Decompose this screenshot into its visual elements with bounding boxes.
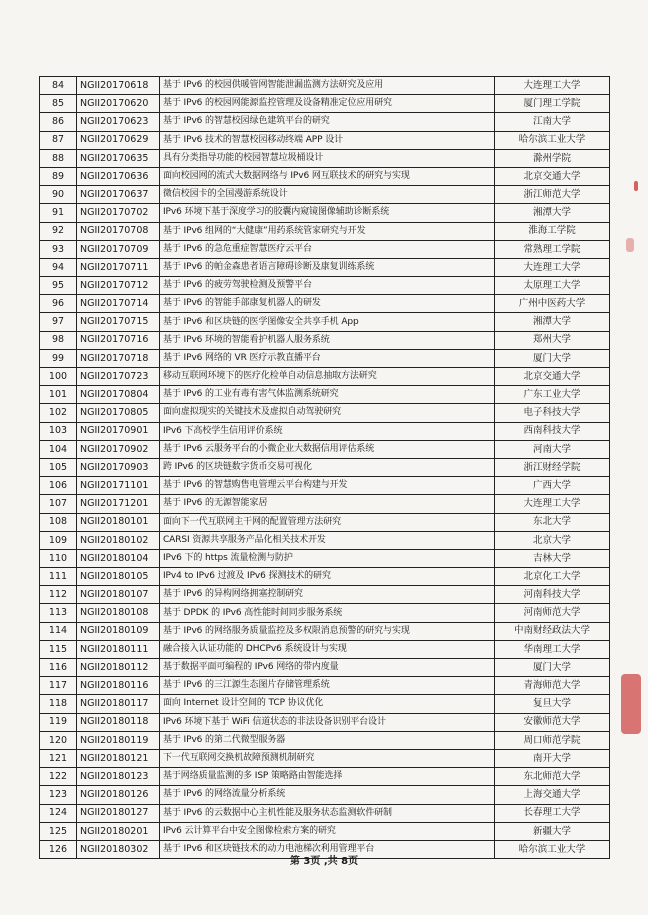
project-title-cell: 基于 IPv6 云服务平台的小微企业大数据信用评估系统 bbox=[160, 440, 495, 458]
row-number-cell: 97 bbox=[40, 313, 77, 331]
institution-cell: 北京交通大学 bbox=[495, 368, 610, 386]
institution-cell: 河南大学 bbox=[495, 440, 610, 458]
project-code-cell: NGII20170620 bbox=[77, 95, 160, 113]
institution-cell: 青海师范大学 bbox=[495, 677, 610, 695]
row-number-cell: 119 bbox=[40, 713, 77, 731]
table-row bbox=[40, 622, 610, 640]
row-number-cell: 111 bbox=[40, 568, 77, 586]
institution-cell: 哈尔滨工业大学 bbox=[495, 131, 610, 149]
institution-cell: 安徽师范大学 bbox=[495, 713, 610, 731]
table-row bbox=[40, 549, 610, 567]
project-code-cell: NGII20180104 bbox=[77, 549, 160, 567]
project-title-cell: 面向虚拟现实的关键技术及虚拟自动驾驶研究 bbox=[160, 404, 495, 422]
row-number-cell: 125 bbox=[40, 822, 77, 840]
institution-cell: 东北大学 bbox=[495, 513, 610, 531]
table-row bbox=[40, 768, 610, 786]
table-row bbox=[40, 786, 610, 804]
project-code-cell: NGII20170804 bbox=[77, 386, 160, 404]
project-title-cell: 基于 IPv6 的帕金森患者语言障碍诊断及康复训练系统 bbox=[160, 258, 495, 276]
project-code-cell: NGII20180302 bbox=[77, 840, 160, 858]
table-body bbox=[40, 77, 610, 859]
institution-cell: 东北师范大学 bbox=[495, 768, 610, 786]
project-title-cell: 基于 IPv6 的疲劳驾驶检测及预警平台 bbox=[160, 277, 495, 295]
red-seal-fragment bbox=[621, 674, 641, 734]
project-title-cell: 跨 IPv6 的区块链数字货币交易可视化 bbox=[160, 458, 495, 476]
table-row bbox=[40, 822, 610, 840]
project-code-cell: NGII20170636 bbox=[77, 167, 160, 185]
institution-cell: 湘潭大学 bbox=[495, 204, 610, 222]
project-code-cell: NGII20180105 bbox=[77, 568, 160, 586]
project-code-cell: NGII20170708 bbox=[77, 222, 160, 240]
institution-cell: 大连理工大学 bbox=[495, 77, 610, 95]
red-stamp-mark bbox=[634, 181, 638, 191]
row-number-cell: 99 bbox=[40, 349, 77, 367]
institution-cell: 淮海工学院 bbox=[495, 222, 610, 240]
row-number-cell: 123 bbox=[40, 786, 77, 804]
row-number-cell: 103 bbox=[40, 422, 77, 440]
project-title-cell: 融合接入认证功能的 DHCPv6 系统设计与实现 bbox=[160, 640, 495, 658]
row-number-cell: 121 bbox=[40, 749, 77, 767]
project-title-cell: 基于数据平面可编程的 IPv6 网络的带内度量 bbox=[160, 659, 495, 677]
project-title-cell: 基于 IPv6 组网的“大健康”用药系统管家研究与开发 bbox=[160, 222, 495, 240]
row-number-cell: 92 bbox=[40, 222, 77, 240]
table-row bbox=[40, 586, 610, 604]
row-number-cell: 108 bbox=[40, 513, 77, 531]
project-title-cell: 移动互联网环境下的医疗化检单自动信息抽取方法研究 bbox=[160, 368, 495, 386]
institution-cell: 广州中医药大学 bbox=[495, 295, 610, 313]
project-code-cell: NGII20180127 bbox=[77, 804, 160, 822]
project-title-cell: 基于 IPv6 的异构网络拥塞控制研究 bbox=[160, 586, 495, 604]
table-row bbox=[40, 804, 610, 822]
page-number-text: 第 3页 ,共 8页 bbox=[289, 856, 359, 867]
institution-cell: 厦门大学 bbox=[495, 349, 610, 367]
row-number-cell: 90 bbox=[40, 186, 77, 204]
project-title-cell: 基于 IPv6 的工业有毒有害气体监测系统研究 bbox=[160, 386, 495, 404]
project-code-cell: NGII20180126 bbox=[77, 786, 160, 804]
project-title-cell: 下一代互联网交换机故障预测机制研究 bbox=[160, 749, 495, 767]
table-row bbox=[40, 713, 610, 731]
project-title-cell: 基于 IPv6 的无源智能家居 bbox=[160, 495, 495, 513]
project-code-cell: NGII20180116 bbox=[77, 677, 160, 695]
row-number-cell: 114 bbox=[40, 622, 77, 640]
institution-cell: 江南大学 bbox=[495, 113, 610, 131]
row-number-cell: 87 bbox=[40, 131, 77, 149]
table-row bbox=[40, 186, 610, 204]
project-code-cell: NGII20180108 bbox=[77, 604, 160, 622]
project-code-cell: NGII20180119 bbox=[77, 731, 160, 749]
institution-cell: 西南科技大学 bbox=[495, 422, 610, 440]
project-code-cell: NGII20180201 bbox=[77, 822, 160, 840]
project-title-cell: 基于 IPv6 环境的智能看护机器人服务系统 bbox=[160, 331, 495, 349]
institution-cell: 大连理工大学 bbox=[495, 495, 610, 513]
table-row bbox=[40, 77, 610, 95]
project-title-cell: IPv6 下高校学生信用评价系统 bbox=[160, 422, 495, 440]
project-code-cell: NGII20180111 bbox=[77, 640, 160, 658]
table-row bbox=[40, 95, 610, 113]
institution-cell: 北京交通大学 bbox=[495, 167, 610, 185]
institution-cell: 厦门理工学院 bbox=[495, 95, 610, 113]
project-code-cell: NGII20180121 bbox=[77, 749, 160, 767]
row-number-cell: 89 bbox=[40, 167, 77, 185]
institution-cell: 湘潭大学 bbox=[495, 313, 610, 331]
table-row bbox=[40, 404, 610, 422]
institution-cell: 浙江财经学院 bbox=[495, 458, 610, 476]
row-number-cell: 91 bbox=[40, 204, 77, 222]
table-row bbox=[40, 368, 610, 386]
project-title-cell: 面向 Internet 设计空间的 TCP 协议优化 bbox=[160, 695, 495, 713]
project-title-cell: IPv6 环境下基于深度学习的胶囊内窥镜图像辅助诊断系统 bbox=[160, 204, 495, 222]
project-title-cell: 基于 IPv6 的云数据中心主机性能及服务状态监测软件研制 bbox=[160, 804, 495, 822]
institution-cell: 大连理工大学 bbox=[495, 258, 610, 276]
project-title-cell: 基于 IPv6 技术的智慧校园移动终端 APP 设计 bbox=[160, 131, 495, 149]
institution-cell: 电子科技大学 bbox=[495, 404, 610, 422]
table-row bbox=[40, 386, 610, 404]
table-row bbox=[40, 222, 610, 240]
row-number-cell: 101 bbox=[40, 386, 77, 404]
project-code-cell: NGII20170901 bbox=[77, 422, 160, 440]
institution-cell: 中南财经政法大学 bbox=[495, 622, 610, 640]
project-title-cell: IPv6 环境下基于 WiFi 信道状态的非法设备识别平台设计 bbox=[160, 713, 495, 731]
institution-cell: 北京大学 bbox=[495, 531, 610, 549]
row-number-cell: 113 bbox=[40, 604, 77, 622]
institution-cell: 河南科技大学 bbox=[495, 586, 610, 604]
row-number-cell: 115 bbox=[40, 640, 77, 658]
project-code-cell: NGII20170709 bbox=[77, 240, 160, 258]
institution-cell: 上海交通大学 bbox=[495, 786, 610, 804]
table-row bbox=[40, 458, 610, 476]
project-code-cell: NGII20170714 bbox=[77, 295, 160, 313]
table-row bbox=[40, 295, 610, 313]
row-number-cell: 84 bbox=[40, 77, 77, 95]
project-code-cell: NGII20170711 bbox=[77, 258, 160, 276]
project-code-cell: NGII20170718 bbox=[77, 349, 160, 367]
red-stamp-mark bbox=[626, 238, 634, 252]
row-number-cell: 122 bbox=[40, 768, 77, 786]
row-number-cell: 85 bbox=[40, 95, 77, 113]
row-number-cell: 104 bbox=[40, 440, 77, 458]
row-number-cell: 105 bbox=[40, 458, 77, 476]
row-number-cell: 98 bbox=[40, 331, 77, 349]
table-row bbox=[40, 604, 610, 622]
project-title-cell: 基于 DPDK 的 IPv6 高性能时间同步服务系统 bbox=[160, 604, 495, 622]
table-row bbox=[40, 167, 610, 185]
project-title-cell: 基于 IPv6 的第二代微型服务器 bbox=[160, 731, 495, 749]
table-row bbox=[40, 731, 610, 749]
project-code-cell: NGII20180123 bbox=[77, 768, 160, 786]
project-code-cell: NGII20170723 bbox=[77, 368, 160, 386]
row-number-cell: 124 bbox=[40, 804, 77, 822]
row-number-cell: 107 bbox=[40, 495, 77, 513]
project-code-cell: NGII20170637 bbox=[77, 186, 160, 204]
project-code-cell: NGII20171201 bbox=[77, 495, 160, 513]
institution-cell: 北京化工大学 bbox=[495, 568, 610, 586]
project-code-cell: NGII20180101 bbox=[77, 513, 160, 531]
row-number-cell: 126 bbox=[40, 840, 77, 858]
table-row bbox=[40, 695, 610, 713]
row-number-cell: 109 bbox=[40, 531, 77, 549]
project-code-cell: NGII20180118 bbox=[77, 713, 160, 731]
institution-cell: 厦门大学 bbox=[495, 659, 610, 677]
row-number-cell: 110 bbox=[40, 549, 77, 567]
project-code-cell: NGII20171101 bbox=[77, 477, 160, 495]
project-title-cell: 基于 IPv6 的校园供暖管网智能泄漏监测方法研究及应用 bbox=[160, 77, 495, 95]
project-code-cell: NGII20170715 bbox=[77, 313, 160, 331]
institution-cell: 太原理工大学 bbox=[495, 277, 610, 295]
institution-cell: 常熟理工学院 bbox=[495, 240, 610, 258]
row-number-cell: 95 bbox=[40, 277, 77, 295]
project-title-cell: CARSI 资源共享服务产品化相关技术开发 bbox=[160, 531, 495, 549]
project-code-cell: NGII20180107 bbox=[77, 586, 160, 604]
table-row bbox=[40, 531, 610, 549]
project-code-cell: NGII20170805 bbox=[77, 404, 160, 422]
project-code-cell: NGII20170618 bbox=[77, 77, 160, 95]
project-title-cell: 基于 IPv6 的智慧校园绿色建筑平台的研究 bbox=[160, 113, 495, 131]
row-number-cell: 117 bbox=[40, 677, 77, 695]
project-title-cell: 基于 IPv6 网络的 VR 医疗示教直播平台 bbox=[160, 349, 495, 367]
project-title-cell: 基于 IPv6 的网络服务质量监控及多权限消息预警的研究与实现 bbox=[160, 622, 495, 640]
table-row bbox=[40, 258, 610, 276]
project-title-cell: IPv6 云计算平台中安全图像检索方案的研究 bbox=[160, 822, 495, 840]
table-row bbox=[40, 749, 610, 767]
table-row bbox=[40, 422, 610, 440]
institution-cell: 广东工业大学 bbox=[495, 386, 610, 404]
project-title-cell: 面向校园网的流式大数据网络与 IPv6 网互联技术的研究与实现 bbox=[160, 167, 495, 185]
table-row bbox=[40, 204, 610, 222]
table-row bbox=[40, 149, 610, 167]
row-number-cell: 118 bbox=[40, 695, 77, 713]
table-row bbox=[40, 640, 610, 658]
table-row bbox=[40, 131, 610, 149]
table-row bbox=[40, 113, 610, 131]
project-code-cell: NGII20170712 bbox=[77, 277, 160, 295]
project-title-cell: 基于 IPv6 的校园网能源监控管理及设备精准定位应用研究 bbox=[160, 95, 495, 113]
row-number-cell: 94 bbox=[40, 258, 77, 276]
table-row bbox=[40, 349, 610, 367]
row-number-cell: 102 bbox=[40, 404, 77, 422]
project-title-cell: 具有分类指导功能的校园智慧垃圾桶设计 bbox=[160, 149, 495, 167]
project-title-cell: 微信校园卡的全国漫游系统设计 bbox=[160, 186, 495, 204]
project-code-cell: NGII20170702 bbox=[77, 204, 160, 222]
page-footer bbox=[0, 852, 648, 867]
table-row bbox=[40, 331, 610, 349]
project-code-cell: NGII20180109 bbox=[77, 622, 160, 640]
project-title-cell: 基于 IPv6 和区块链的医学图像安全共享手机 App bbox=[160, 313, 495, 331]
project-code-cell: NGII20170629 bbox=[77, 131, 160, 149]
project-title-cell: 基于 IPv6 的智慧购售电管理云平台构建与开发 bbox=[160, 477, 495, 495]
table-row bbox=[40, 513, 610, 531]
institution-cell: 华南理工大学 bbox=[495, 640, 610, 658]
project-code-cell: NGII20180102 bbox=[77, 531, 160, 549]
institution-cell: 周口师范学院 bbox=[495, 731, 610, 749]
table-row bbox=[40, 495, 610, 513]
project-title-cell: 基于 IPv6 的急危重症智慧医疗云平台 bbox=[160, 240, 495, 258]
institution-cell: 哈尔滨工业大学 bbox=[495, 840, 610, 858]
project-code-cell: NGII20170902 bbox=[77, 440, 160, 458]
table-row bbox=[40, 568, 610, 586]
table-row bbox=[40, 240, 610, 258]
project-title-cell: 基于 IPv6 和区块链技术的动力电池梯次利用管理平台 bbox=[160, 840, 495, 858]
project-title-cell: IPv6 下的 https 流量检测与防护 bbox=[160, 549, 495, 567]
project-title-cell: 面向下一代互联网主干网的配置管理方法研究 bbox=[160, 513, 495, 531]
table-row bbox=[40, 659, 610, 677]
row-number-cell: 120 bbox=[40, 731, 77, 749]
row-number-cell: 93 bbox=[40, 240, 77, 258]
row-number-cell: 106 bbox=[40, 477, 77, 495]
row-number-cell: 100 bbox=[40, 368, 77, 386]
table-row bbox=[40, 477, 610, 495]
project-title-cell: 基于 IPv6 的网络流量分析系统 bbox=[160, 786, 495, 804]
row-number-cell: 96 bbox=[40, 295, 77, 313]
row-number-cell: 116 bbox=[40, 659, 77, 677]
institution-cell: 复旦大学 bbox=[495, 695, 610, 713]
project-code-cell: NGII20180112 bbox=[77, 659, 160, 677]
table-row bbox=[40, 313, 610, 331]
table-row bbox=[40, 677, 610, 695]
project-code-cell: NGII20180117 bbox=[77, 695, 160, 713]
institution-cell: 新疆大学 bbox=[495, 822, 610, 840]
institution-cell: 浙江师范大学 bbox=[495, 186, 610, 204]
project-title-cell: 基于网络质量监测的多 ISP 策略路由智能选择 bbox=[160, 768, 495, 786]
row-number-cell: 112 bbox=[40, 586, 77, 604]
table-row bbox=[40, 440, 610, 458]
institution-cell: 长春理工大学 bbox=[495, 804, 610, 822]
project-title-cell: 基于 IPv6 的三江源生态图片存储管理系统 bbox=[160, 677, 495, 695]
project-code-cell: NGII20170716 bbox=[77, 331, 160, 349]
project-code-cell: NGII20170635 bbox=[77, 149, 160, 167]
project-title-cell: IPv4 to IPv6 过渡及 IPv6 探测技术的研究 bbox=[160, 568, 495, 586]
project-code-cell: NGII20170903 bbox=[77, 458, 160, 476]
project-table bbox=[39, 76, 610, 859]
table-row bbox=[40, 277, 610, 295]
row-number-cell: 86 bbox=[40, 113, 77, 131]
row-number-cell: 88 bbox=[40, 149, 77, 167]
institution-cell: 吉林大学 bbox=[495, 549, 610, 567]
institution-cell: 河南师范大学 bbox=[495, 604, 610, 622]
institution-cell: 广西大学 bbox=[495, 477, 610, 495]
project-title-cell: 基于 IPv6 的智能手部康复机器人的研发 bbox=[160, 295, 495, 313]
project-code-cell: NGII20170623 bbox=[77, 113, 160, 131]
institution-cell: 郑州大学 bbox=[495, 331, 610, 349]
institution-cell: 南开大学 bbox=[495, 749, 610, 767]
institution-cell: 滁州学院 bbox=[495, 149, 610, 167]
